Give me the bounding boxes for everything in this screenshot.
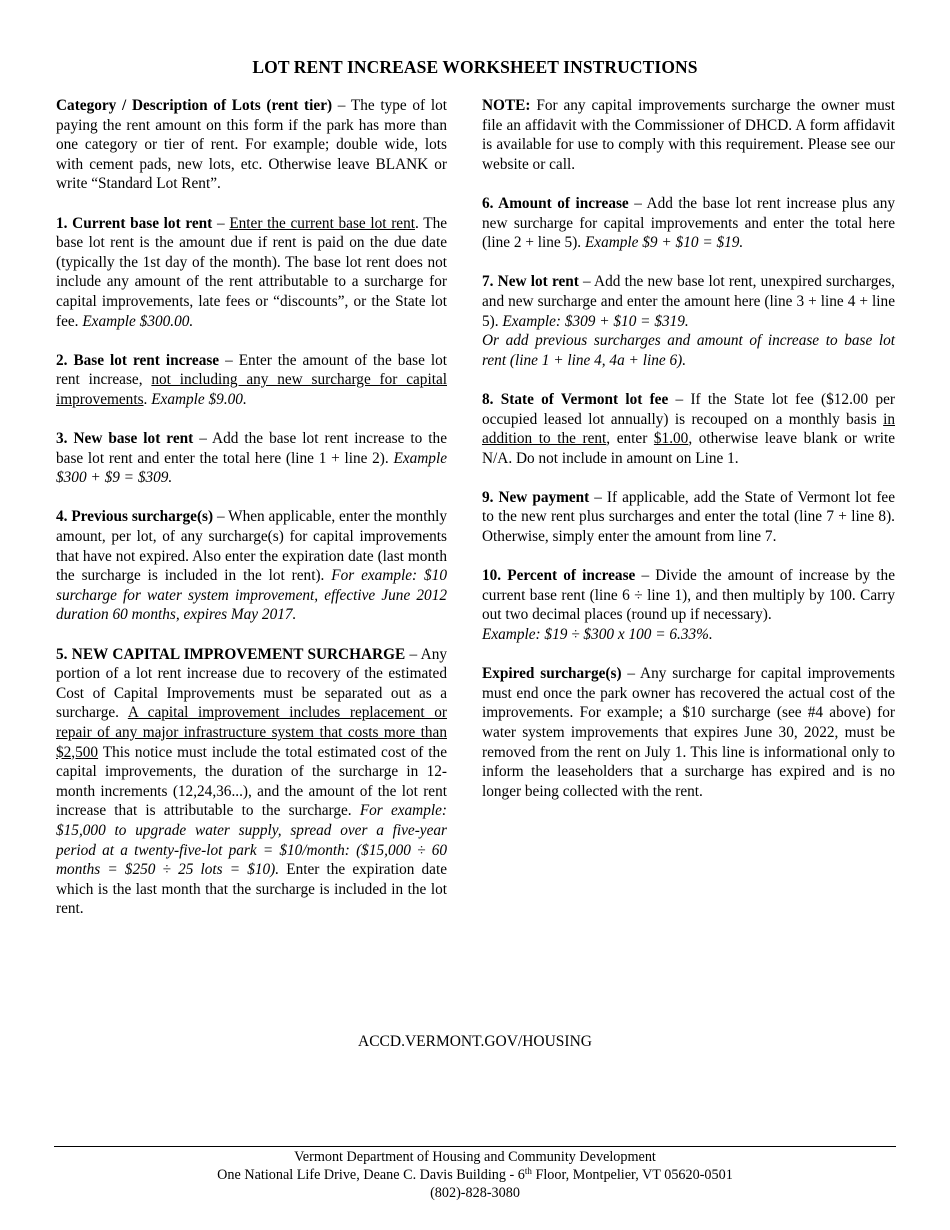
item-9-new-payment: 9. New payment – If applicable, add the State of Vermont lot fee to the new rent plus surcharges and enter the total (line 7 + line 8). Otherwise, simply enter the amount from line 7. [482, 488, 895, 546]
expired-surcharges: Expired surcharge(s) – Any surcharge for capital improvements must end once the park owner has recovered the actual cost of the improvements. For example; a $10 surcharge (see #4 above) for water system improvements that expires June 30, 2022, must be removed from the rent on July 1. This line is informational only to inform the leaseholders that a surcharge has expired and is no longer being collected with the rent. [482, 665, 895, 800]
item-7-new-lot-rent: 7. New lot rent – Add the new base lot rent, unexpired surcharges, and new surcharge and enter the amount here (line 3 + line 4 + line 5). Example: $309 + $10 = $319. Or add previous surcharges and amount of increase to base lot rent (line 1 + line 4, 4a + line 6). [482, 273, 895, 369]
right-column [482, 96, 895, 801]
category-heading: Category / Description of Lots (rent tier) [56, 97, 333, 114]
footer [0, 1148, 950, 1202]
website-link[interactable]: ACCD.VERMONT.GOV/HOUSING [358, 1033, 592, 1050]
footer-address: One National Life Drive, Deane C. Davis Building - 6th Floor, Montpelier, VT 05620-0501 [217, 1166, 733, 1183]
note: NOTE: For any capital improvements surcharge the owner must file an affidavit with the Commissioner of DHCD. A form affidavit is available for use to comply with this requirement. Please see our website or call. [482, 97, 895, 173]
item-3-new-base-lot-rent: 3. New base lot rent – Add the base lot rent increase to the base lot rent and enter the total here (line 1 + line 2). Example $300 + $9 = $309. [56, 430, 447, 487]
item-8-state-lot-fee: 8. State of Vermont lot fee – If the State lot fee ($12.00 per occupied leased lot annually) is recouped on a monthly basis in addition to the rent, enter $1.00, otherwise leave blank or write N/A. Do not include in amount on Line 1. [482, 390, 896, 467]
footer-phone: (802)-828-3080 [430, 1185, 520, 1201]
item-5-new-capital-improvement-surcharge: 5. NEW CAPITAL IMPROVEMENT SURCHARGE – Any portion of a lot rent increase due to recovery of the estimated Cost of Capital Improvements must be separated out as a surcharge. A capital improvement includes replacement or repair of any major infrastructure system that costs more than $2,500 This notice must include the total estimated cost of the capital improvements, the duration of the surcharge in 12-month increments (12,24,36...), and the amount of the lot rent increase that is attributable to the surcharge. For example: $15,000 to upgrade water supply, spread over a five-year period at a twenty-five-lot park = $10/month: ($15,000 ÷ 60 months = $250 ÷ 25 lots = $10). Enter the expiration date which is the last month that the surcharge is included in the lot rent. [56, 645, 448, 918]
item-4-previous-surcharges: 4. Previous surcharge(s) – When applicable, enter the monthly amount, per lot, of any surcharge(s) for capital improvements that have not expired. Also enter the expiration date (last month the surcharge is included in the lot rent). For example: $10 surcharge for water system improvement, effective June 2012 duration 60 months, expires May 2017. [56, 508, 447, 624]
item-1-current-base-lot-rent: 1. Current base lot rent – Enter the current base lot rent. The base lot rent is the amount due if rent is paid on the due date (typically the 1st day of the month). The base lot rent does not include any amount of the rent attributable to a surcharge for capital improvements, late fees or “discounts”, or the State lot fee. Example $300.00. [56, 214, 448, 330]
item-10-percent-of-increase: 10. Percent of increase – Divide the amount of increase by the current base rent (line 6 ÷ line 1), and then multiply by 100. Carry out two decimal places (round up if necessary). Example: $19 ÷ $300 x 100 = 6.33%. [482, 567, 895, 644]
footer-organization: Vermont Department of Housing and Community Development [294, 1149, 656, 1165]
left-column [56, 96, 447, 919]
footer-divider [54, 1146, 896, 1147]
item-2-base-lot-rent-increase: 2. Base lot rent increase – Enter the amount of the base lot rent increase, not including any new surcharge for capital improvements. Example $9.00. [56, 351, 448, 408]
category-description: Category / Description of Lots (rent tier) – The type of lot paying the rent amount on this form if the park has more than one category or tier of rent. For example; double wide, lots with cement pads, new lots, etc. Otherwise leave BLANK or write “Standard Lot Rent”. [56, 97, 447, 193]
page-title: LOT RENT INCREASE WORKSHEET INSTRUCTIONS [252, 57, 698, 77]
item-6-amount-of-increase: 6. Amount of increase – Add the base lot rent increase plus any new surcharge for capital improvements and enter the total here (line 2 + line 5). Example $9 + $10 = $19. [482, 194, 895, 252]
